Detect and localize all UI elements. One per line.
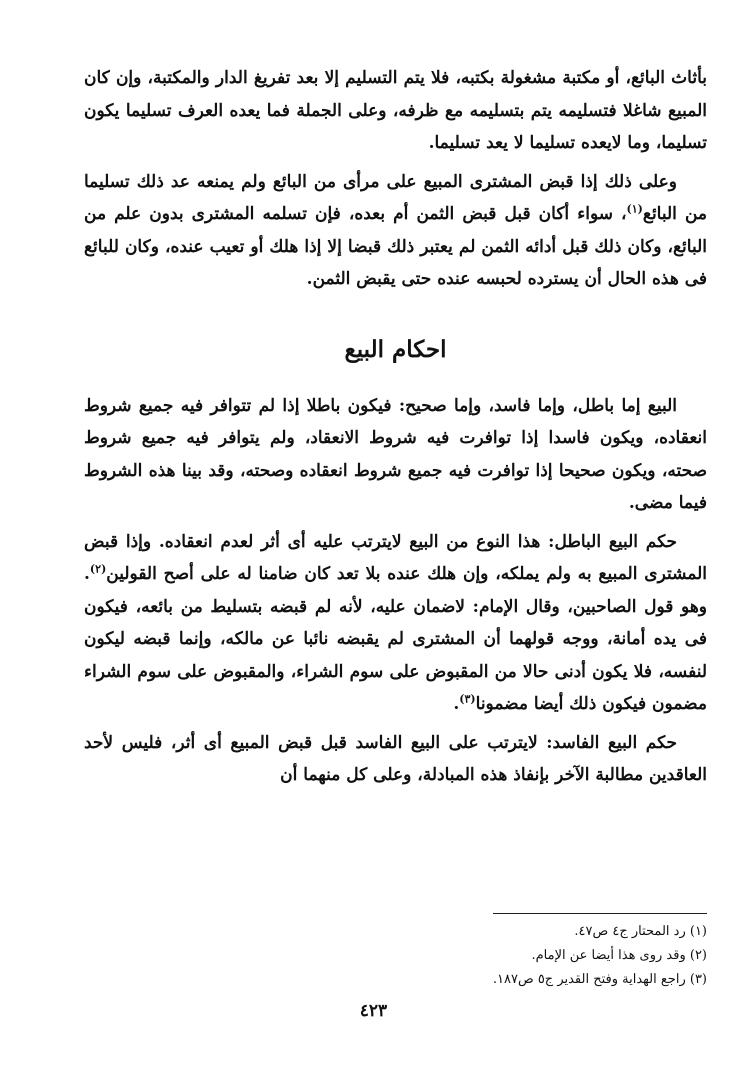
term-void-sale: حكم البيع الباطل:: [548, 531, 678, 552]
section-heading: احكام البيع: [344, 335, 447, 363]
paragraph-3: البيع إما باطل، وإما فاسد، وإما صحيح: فيكون باطلا إذا لم تتوافر فيه جميع شروط انعقاده، ويكون فاسدا إذا توافرت فيه شروط الانعقاد، ولم يتوافر فيه جميع شروط صحته، ويكون صحيحا إذا توافرت فيه جميع شروط انعقاده وصحته، وقد بينا هذه الشروط فيما مضى.: [84, 395, 707, 513]
paragraph-2-part-2: ، سواء أكان قبل قبض الثمن أم بعده، فإن تسلمه المشترى بدون علم من البائع، وكان ذلك قبل أدائه الثمن لم يعتبر ذلك قبضا إلا إذا هلك أو تعيب عنده، وكان للبائع فى هذه الحال أن يسترده لحبسه عنده حتى يقبض الثمن.: [84, 204, 707, 289]
footnote-1: (١) رد المحتار ج٤ ص٤٧.: [574, 924, 707, 939]
footnote-ref-1[interactable]: (١): [626, 202, 643, 216]
footnote-divider: [493, 913, 707, 914]
paragraph-5-text: لايترتب على البيع الفاسد قبل قبض المبيع أى أثر، فليس لأحد العاقدين مطالبة الآخر بإنفاذ هذه المبادلة، وعلى كل منهما أن: [84, 732, 707, 785]
paragraph-4: [84, 526, 707, 721]
footnotes: [84, 920, 707, 992]
footnote-ref-3[interactable]: (٣): [459, 692, 476, 706]
paragraph-4-end: .: [453, 694, 460, 714]
paragraph-2: [84, 166, 707, 296]
paragraph-4-part-1: هذا النوع من البيع لايترتب عليه أى أثر لعدم انعقاده. وإذا قبض المشترى المبيع به ولم يملكه، وإن هلك عنده بلا تعد كان ضامنا له على أصح القولين: [84, 531, 707, 584]
paragraph-1: بأثاث البائع، أو مكتبة مشغولة بكتبه، فلا يتم التسليم إلا بعد تفريغ الدار والمكتبة، وإن كان المبيع شاغلا فتسليمه يتم بتسليمه مع ظرفه، وعلى الجملة فما يعده العرف تسليما يكون تسليما، وما لايعده تسليما لا يعد تسليما.: [84, 68, 707, 153]
term-defective-sale: حكم البيع الفاسد:: [546, 732, 677, 753]
footnote-ref-2[interactable]: (٢): [89, 562, 107, 576]
footnote-3: (٣) راجع الهداية وفتح القدير ج٥ ص١٨٧.: [492, 972, 707, 987]
paragraph-4-part-2: . وهو قول الصاحبين، وقال الإمام: لاضمان عليه، لأنه لم قبضه بتسليط من بائعه، فيكون فى يده أمانة، ووجه قولهما أن المشترى لم يقبضه نائبا عن مالكه، وإنما قبضه ليكون لنفسه، فلا يكون أدنى حالا من المقبوض على سوم الشراء، والمقبوض على سوم الشراء مضمون فيكون ذلك أيضا مضمونا: [84, 564, 707, 714]
paragraph-2-part-1: وعلى ذلك إذا قبض المشترى المبيع على مرأى من البائع ولم يمنعه عد ذلك تسليما من البائع: [84, 171, 707, 224]
paragraph-5: [84, 727, 707, 792]
main-text-block: [84, 62, 707, 792]
footnote-2: (٢) وقد روى هذا أيضا عن الإمام.: [531, 948, 707, 963]
page-number: ٤٢٣: [359, 1001, 388, 1021]
